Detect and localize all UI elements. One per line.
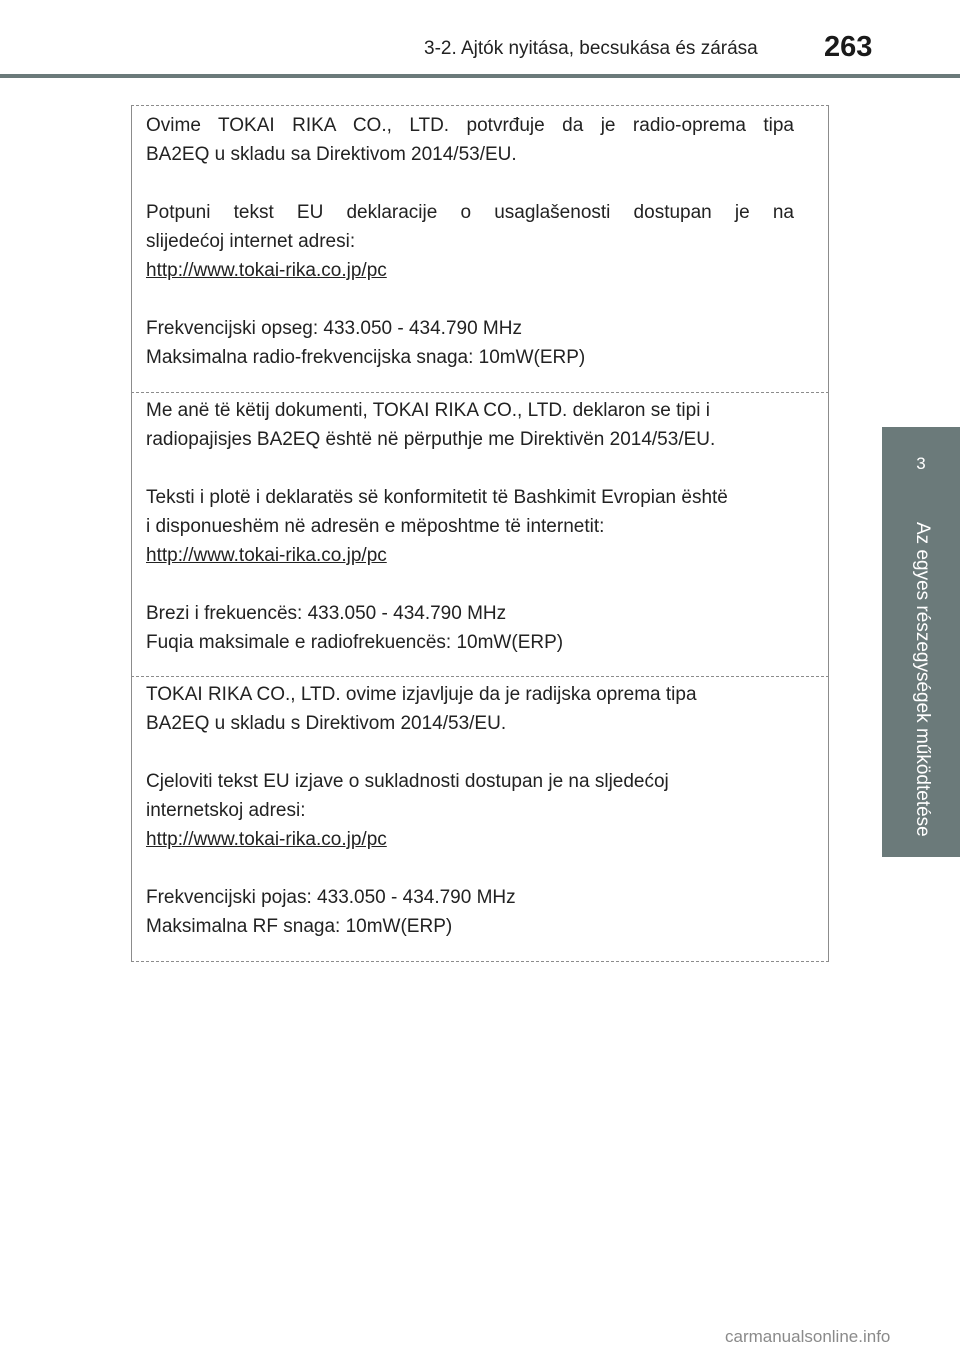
dashed-divider <box>131 105 829 106</box>
declaration-text: Cjeloviti tekst EU izjave o sukladnosti dostupan je na sljedećoj <box>146 771 669 792</box>
declaration-box <box>131 105 829 962</box>
dashed-divider <box>131 392 829 393</box>
max-power: Maksimalna radio-frekvencijska snaga: 10mW(ERP) <box>146 347 586 368</box>
frequency-range: Frekvencijski opseg: 433.050 - 434.790 MHz <box>146 318 522 339</box>
declaration-text: TOKAI RIKA CO., LTD. ovime izjavljuje da je radijska oprema tipa <box>146 684 697 705</box>
max-power: Fuqia maksimale e radiofrekuencës: 10mW(ERP) <box>146 632 564 653</box>
declaration-text: internetskoj adresi: <box>146 800 306 821</box>
declaration-text: Teksti i plotë i deklaratës së konformitetit të Bashkimit Evropian është <box>146 487 728 508</box>
frequency-range: Frekvencijski pojas: 433.050 - 434.790 MHz <box>146 887 516 908</box>
declaration-url-link[interactable]: http://www.tokai-rika.co.jp/pc <box>146 260 387 281</box>
declaration-text: i disponueshëm në adresën e mëposhtme të internetit: <box>146 516 605 537</box>
declaration-section-croatian <box>146 680 794 941</box>
declaration-url-link[interactable]: http://www.tokai-rika.co.jp/pc <box>146 545 387 566</box>
declaration-url-link[interactable]: http://www.tokai-rika.co.jp/pc <box>146 829 387 850</box>
chapter-number: 3 <box>916 454 926 473</box>
declaration-text: slijedećoj internet adresi: <box>146 231 356 252</box>
page-header-title: 3-2. Ajtók nyitása, becsukása és zárása <box>424 38 758 59</box>
declaration-text: Potpuni tekst EU deklaracije o usaglašenosti dostupan je na <box>146 202 794 223</box>
chapter-side-tab <box>882 427 960 857</box>
max-power: Maksimalna RF snaga: 10mW(ERP) <box>146 916 453 937</box>
declaration-text: radiopajisjes BA2EQ është në përputhje me Direktivën 2014/53/EU. <box>146 429 716 450</box>
frequency-range: Brezi i frekuencës: 433.050 - 434.790 MHz <box>146 603 507 624</box>
declaration-text: BA2EQ u skladu sa Direktivom 2014/53/EU. <box>146 144 517 165</box>
page-number: 263 <box>824 31 873 63</box>
chapter-label: Az egyes részegységek működtetése <box>912 522 933 837</box>
declaration-section-albanian <box>146 396 794 657</box>
dashed-divider <box>131 676 829 677</box>
declaration-section-bosnian <box>146 111 794 372</box>
declaration-text: BA2EQ u skladu s Direktivom 2014/53/EU. <box>146 713 507 734</box>
declaration-text: Me anë të këtij dokumenti, TOKAI RIKA CO., LTD. deklaron se tipi i <box>146 400 710 421</box>
header-divider <box>0 74 960 78</box>
declaration-text: Ovime TOKAI RIKA CO., LTD. potvrđuje da je radio-oprema tipa <box>146 115 794 136</box>
dashed-divider <box>131 961 829 962</box>
site-watermark: carmanualsonline.info <box>725 1327 891 1346</box>
